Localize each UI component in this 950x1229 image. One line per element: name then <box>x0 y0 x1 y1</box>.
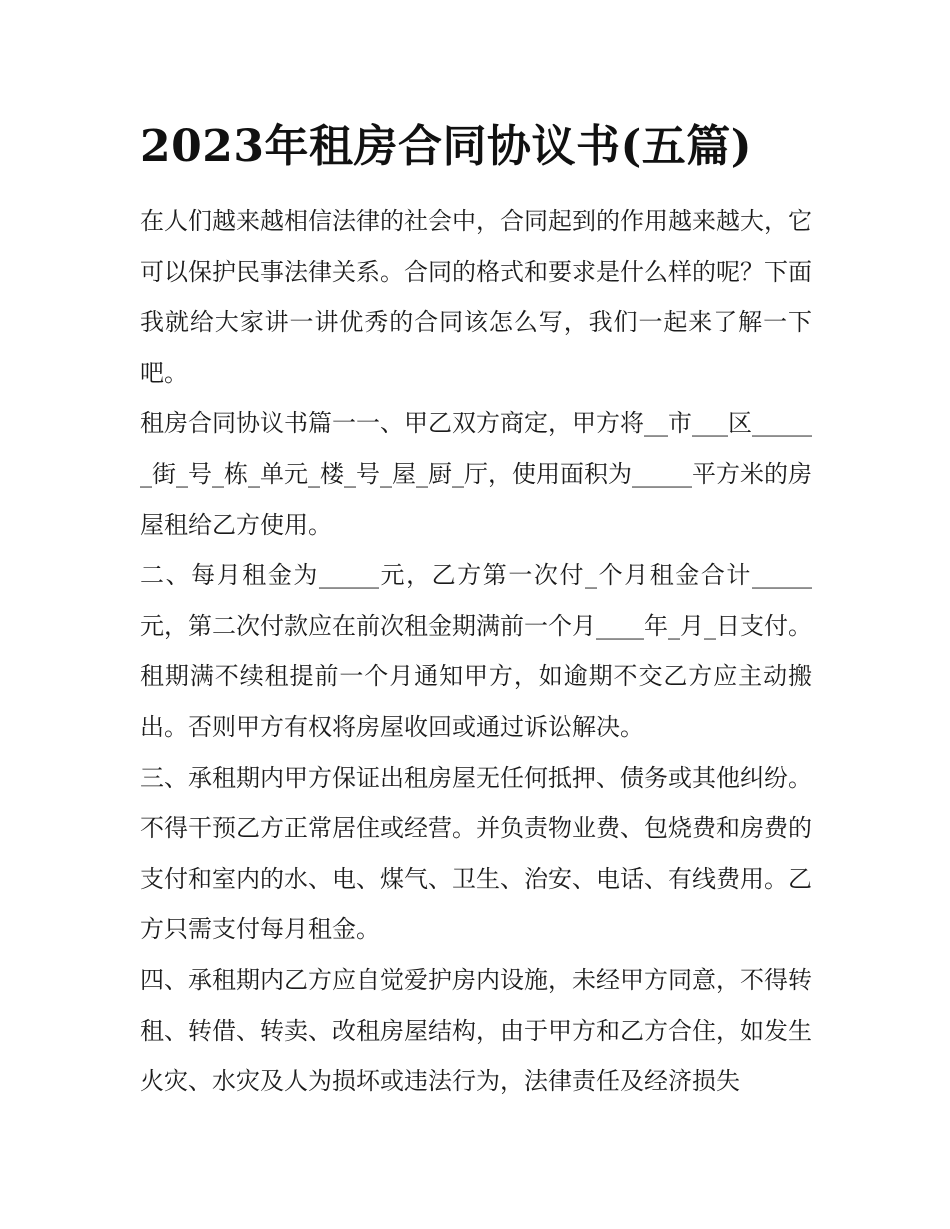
document-body <box>140 196 812 1107</box>
paragraph-clause-1: 租房合同协议书篇一一、甲乙双方商定，甲方将__市___区______街_号_栋_单元_楼_号_屋_厨_厅，使用面积为_____平方米的房屋租给乙方使用。 <box>140 409 812 539</box>
document-title: 2023年租房合同协议书(五篇) <box>140 121 753 172</box>
paragraph-intro: 在人们越来越相信法律的社会中，合同起到的作用越来越大，它可以保护民事法律关系。合同的格式和要求是什么样的呢？下面我就给大家讲一讲优秀的合同该怎么写，我们一起来了解一下吧。 <box>140 207 812 387</box>
paragraph-clause-3: 三、承租期内甲方保证出租房屋无任何抵押、债务或其他纠纷。不得干预乙方正常居住或经营。并负责物业费、包烧费和房费的支付和室内的水、电、煤气、卫生、治安、电话、有线费用。乙方只需支付每月租金。 <box>140 763 812 944</box>
paragraph-clause-4: 四、承租期内乙方应自觉爱护房内设施，未经甲方同意，不得转租、转借、转卖、改租房屋结构，由于甲方和乙方合住，如发生火灾、水灾及人为损坏或违法行为，法律责任及经济损失 <box>140 965 812 1096</box>
paragraph-clause-2: 二、每月租金为_____元，乙方第一次付_个月租金合计_____元，第二次付款应在前次租金期满前一个月____年_月_日支付。租期满不续租提前一个月通知甲方，如逾期不交乙方应主动搬出。否则甲方有权将房屋收回或通过诉讼解决。 <box>140 561 812 741</box>
